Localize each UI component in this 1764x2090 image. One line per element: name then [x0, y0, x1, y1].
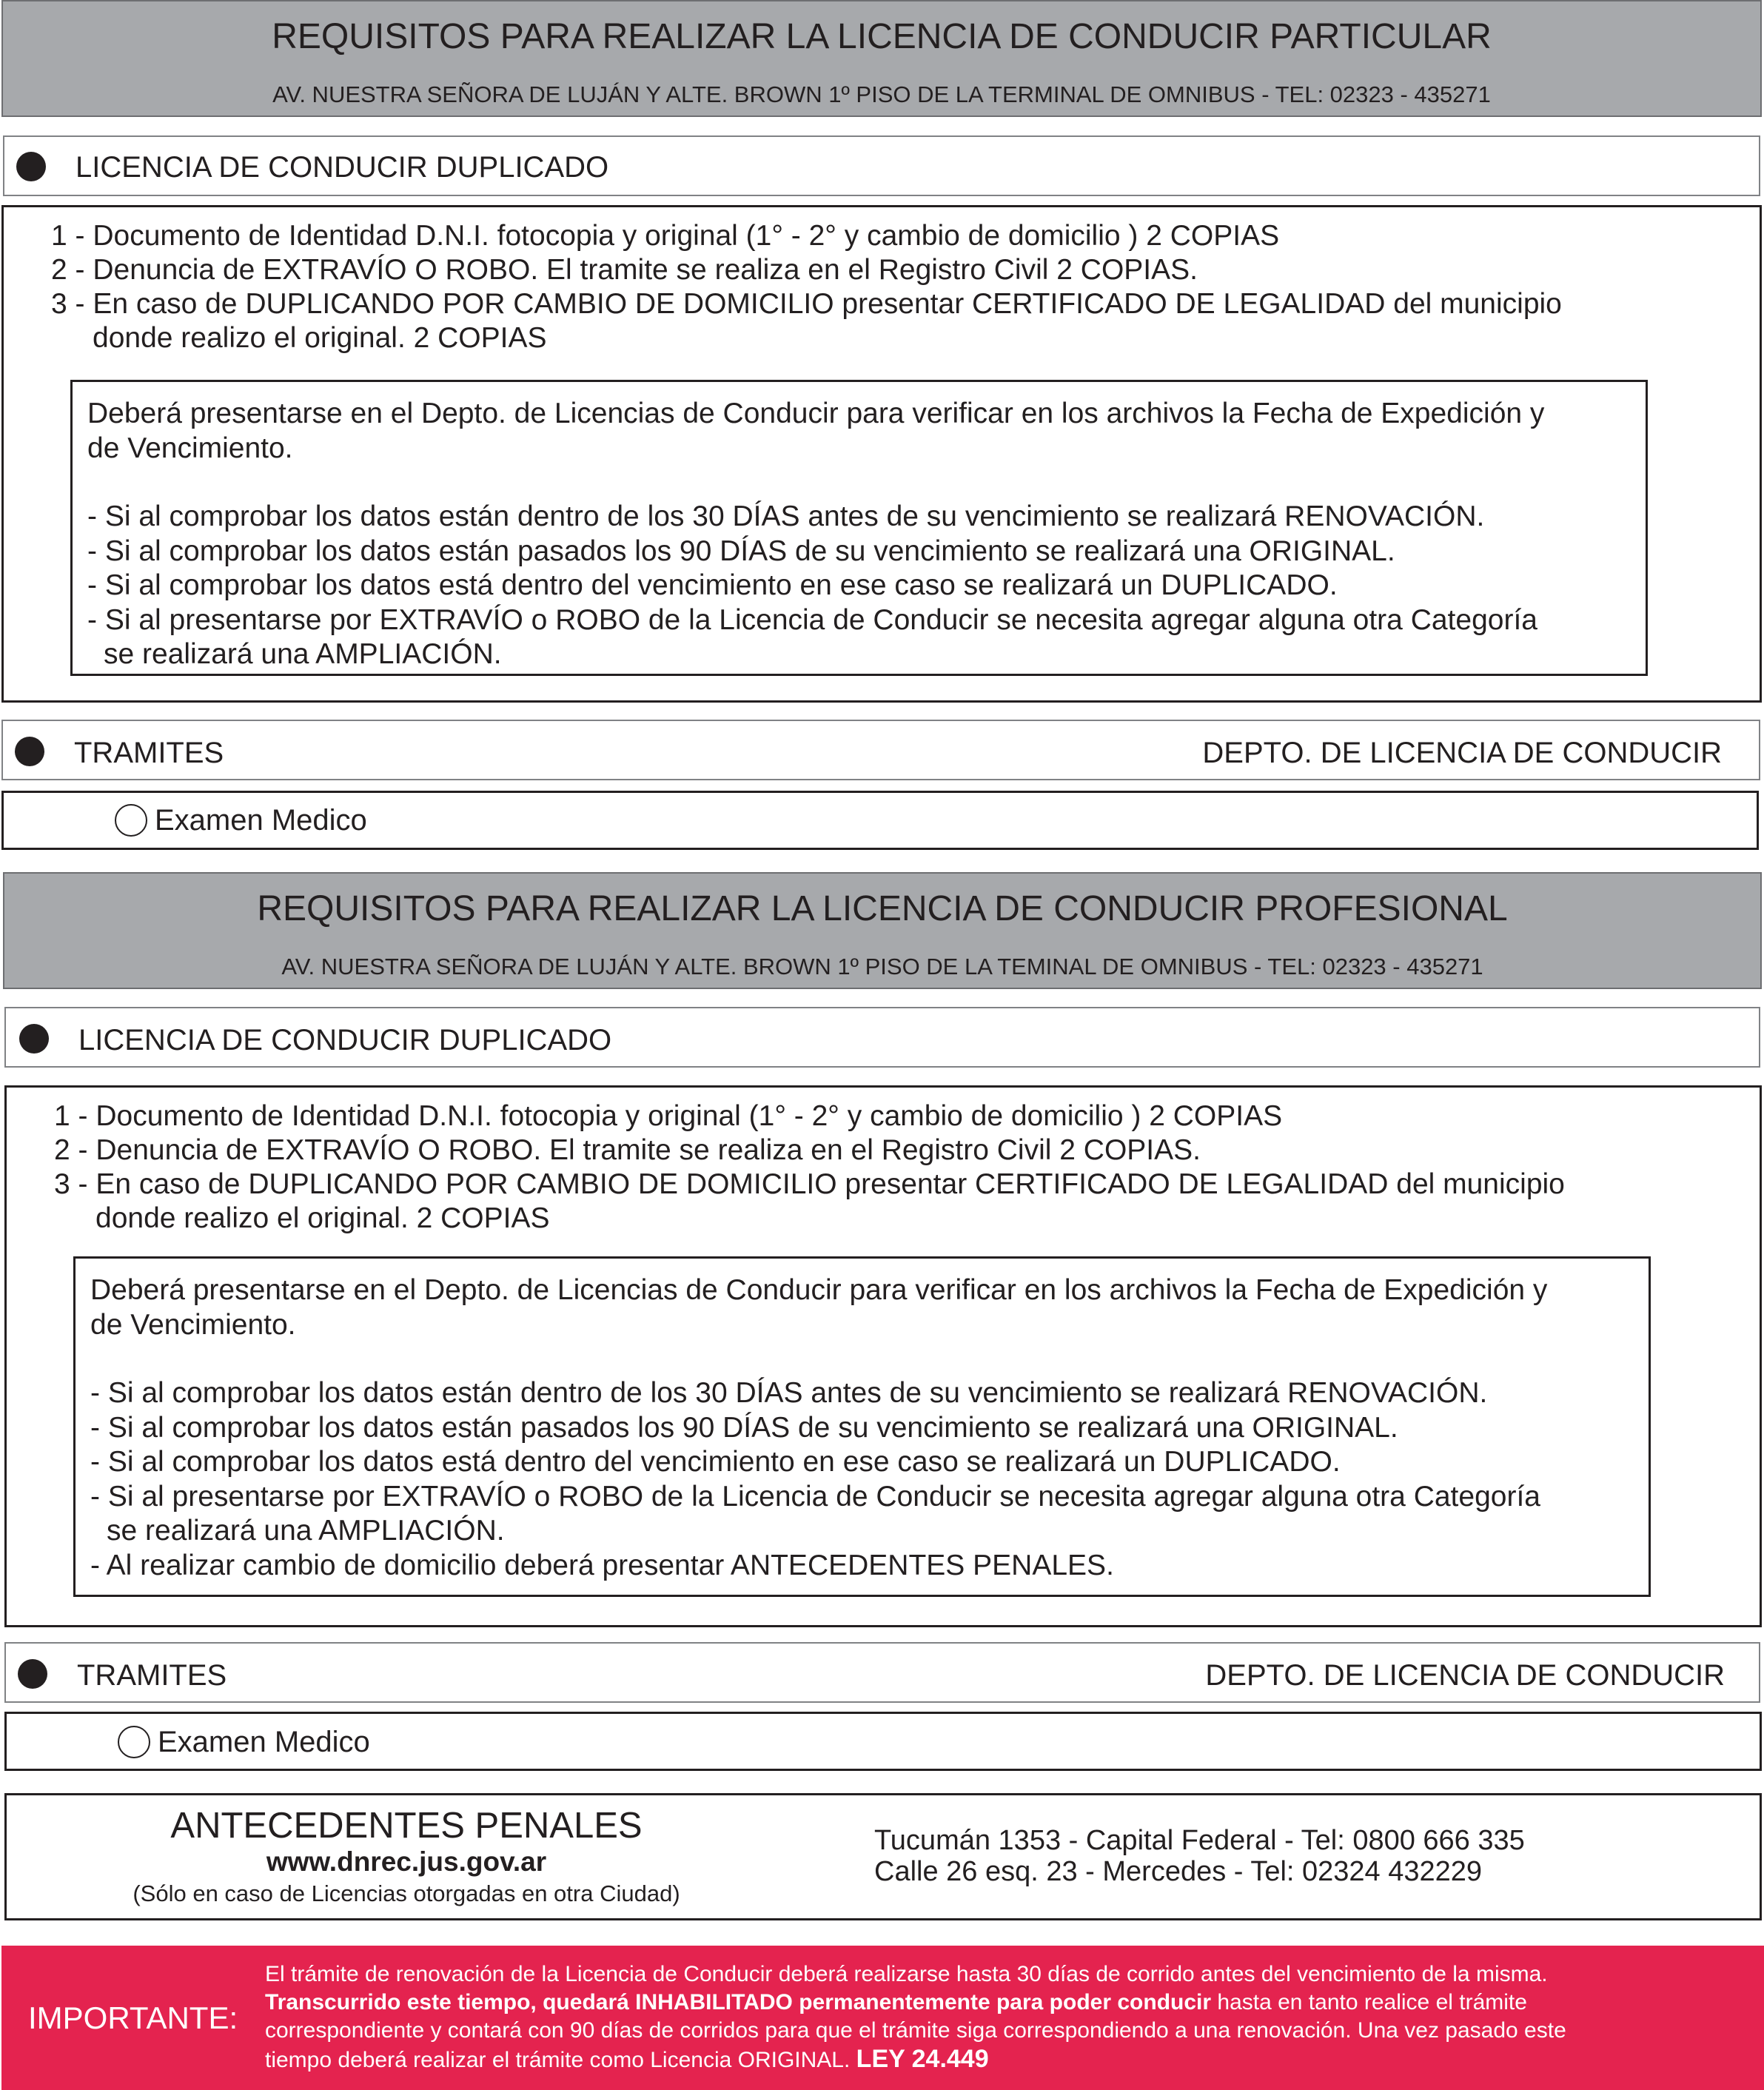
- bullet-icon: [15, 737, 44, 766]
- requirement-item: donde realizo el original. 2 COPIAS: [95, 1202, 550, 1234]
- address-particular: AV. NUESTRA SEÑORA DE LUJÁN Y ALTE. BROWN 1º PISO DE LA TERMINAL DE OMNIBUS - TEL: 02323 - 435271: [272, 81, 1491, 107]
- notice-line: - Si al presentarse por EXTRAVÍO o ROBO de la Licencia de Conducir se necesita agregar alguna otra Categoría: [87, 603, 1537, 636]
- page-title-particular: REQUISITOS PARA REALIZAR LA LICENCIA DE CONDUCIR PARTICULAR: [272, 17, 1492, 56]
- important-text: [265, 1960, 1566, 2074]
- important-rest: hasta en tanto realice el trámite: [1211, 1990, 1527, 2014]
- notice-line: - Si al presentarse por EXTRAVÍO o ROBO de la Licencia de Conducir se necesita agregar alguna otra Categoría: [90, 1480, 1540, 1513]
- notice-line: se realizará una AMPLIACIÓN.: [107, 1515, 505, 1547]
- antecedentes-note: (Sólo en caso de Licencias otorgadas en otra Ciudad): [133, 1880, 680, 1906]
- notice-line: - Si al comprobar los datos están dentro de los 30 DÍAS antes de su vencimiento se realizará RENOVACIÓN.: [90, 1377, 1488, 1409]
- requirements-list: [51, 219, 1562, 355]
- tramites-bar-profesional: [4, 1642, 1760, 1703]
- important-banner: [1, 1946, 1764, 2090]
- exam-label: Examen Medico: [158, 1726, 370, 1758]
- tramites-bar-particular: [1, 720, 1760, 780]
- section-label: LICENCIA DE CONDUCIR DUPLICADO: [76, 151, 609, 184]
- tramites-label: TRAMITES: [74, 737, 224, 769]
- page-title-profesional: REQUISITOS PARA REALIZAR LA LICENCIA DE CONDUCIR PROFESIONAL: [257, 889, 1508, 928]
- exam-bar-particular: [1, 791, 1759, 850]
- header-particular: [1, 0, 1762, 117]
- important-line: [265, 1989, 1566, 2017]
- requirement-item: 2 - Denuncia de EXTRAVÍO O ROBO. El tramite se realiza en el Registro Civil 2 COPIAS.: [54, 1134, 1201, 1166]
- bullet-icon: [18, 1659, 47, 1689]
- tramites-label: TRAMITES: [77, 1659, 227, 1692]
- exam-bar-profesional: [4, 1712, 1762, 1771]
- important-line: El trámite de renovación de la Licencia de Conducir deberá realizarse hasta 30 días de corrido antes del vencimiento de la misma.: [265, 1962, 1548, 1986]
- notice-spacer: [87, 466, 1646, 500]
- tramites-dept: DEPTO. DE LICENCIA DE CONDUCIR: [1202, 737, 1722, 769]
- important-line-text: tiempo deberá realizar el trámite como Licencia ORIGINAL.: [265, 2048, 856, 2072]
- notice-line: - Si al comprobar los datos están pasados los 90 DÍAS de su vencimiento se realizará una ORIGINAL.: [90, 1411, 1398, 1444]
- checkbox-circle-icon[interactable]: [118, 1726, 150, 1758]
- address-line: Tucumán 1353 - Capital Federal - Tel: 0800 666 335: [874, 1825, 1525, 1856]
- requirement-item: 3 - En caso de DUPLICANDO POR CAMBIO DE DOMICILIO presentar CERTIFICADO DE LEGALIDAD del municipio: [51, 288, 1562, 320]
- tramites-dept: DEPTO. DE LICENCIA DE CONDUCIR: [1205, 1659, 1725, 1692]
- address-line: Calle 26 esq. 23 - Mercedes - Tel: 02324 432229: [874, 1856, 1483, 1887]
- important-bold: Transcurrido este tiempo, quedará INHABILITADO permanentemente para poder conducir: [265, 1990, 1212, 2014]
- section-bar-duplicado-particular: [3, 135, 1760, 196]
- important-label: IMPORTANTE:: [28, 2000, 238, 2035]
- requirements-box-profesional: [4, 1085, 1762, 1627]
- antecedentes-url[interactable]: www.dnrec.jus.gov.ar: [266, 1846, 547, 1877]
- antecedentes-left: [36, 1806, 777, 1909]
- header-profesional: [3, 872, 1762, 989]
- antecedentes-title: ANTECEDENTES PENALES: [170, 1806, 643, 1846]
- important-line: correspondiente y contará con 90 días de corridos para que el trámite siga correspondiendo a una renovación. Una vez pasado este: [265, 2018, 1566, 2043]
- notice-line: - Al realizar cambio de domicilio deberá presentar ANTECEDENTES PENALES.: [90, 1549, 1114, 1581]
- antecedentes-box: [4, 1793, 1762, 1920]
- notice-line: de Vencimiento.: [90, 1308, 296, 1341]
- notice-line: - Si al comprobar los datos están pasados los 90 DÍAS de su vencimiento se realizará una ORIGINAL.: [87, 535, 1395, 567]
- notice-line: - Si al comprobar los datos está dentro del vencimiento en ese caso se realizará un DUPLICADO.: [90, 1446, 1341, 1478]
- requirement-item: 1 - Documento de Identidad D.N.I. fotocopia y original (1° - 2° y cambio de domicilio ) 2 COPIAS: [51, 220, 1280, 252]
- notice-line: se realizará una AMPLIACIÓN.: [104, 638, 502, 670]
- notice-line: - Si al comprobar los datos están dentro de los 30 DÍAS antes de su vencimiento se realizará RENOVACIÓN.: [87, 500, 1485, 532]
- notice-spacer: [90, 1342, 1649, 1376]
- requirement-item: 3 - En caso de DUPLICANDO POR CAMBIO DE DOMICILIO presentar CERTIFICADO DE LEGALIDAD del municipio: [54, 1168, 1565, 1200]
- section-bar-duplicado-profesional: [4, 1007, 1760, 1068]
- antecedentes-addresses: [874, 1825, 1525, 1887]
- notice-line: - Si al comprobar los datos está dentro del vencimiento en ese caso se realizará un DUPLICADO.: [87, 569, 1338, 601]
- exam-label: Examen Medico: [155, 804, 367, 837]
- requirements-box-particular: [1, 205, 1762, 703]
- bullet-icon: [16, 152, 46, 181]
- checkbox-circle-icon[interactable]: [115, 804, 147, 837]
- notice-box: [73, 1256, 1651, 1597]
- bullet-icon: [19, 1024, 49, 1054]
- law-reference: LEY 24.449: [856, 2045, 989, 2073]
- notice-box: [70, 380, 1648, 676]
- notice-line: Deberá presentarse en el Depto. de Licencias de Conducir para verificar en los archivos la Fecha de Expedición y: [90, 1274, 1548, 1306]
- requirement-item: 1 - Documento de Identidad D.N.I. fotocopia y original (1° - 2° y cambio de domicilio ) 2 COPIAS: [54, 1100, 1283, 1132]
- important-line: [265, 2045, 1566, 2074]
- requirement-item: donde realizo el original. 2 COPIAS: [93, 322, 547, 354]
- requirement-item: 2 - Denuncia de EXTRAVÍO O ROBO. El tramite se realiza en el Registro Civil 2 COPIAS.: [51, 254, 1198, 286]
- notice-line: de Vencimiento.: [87, 432, 293, 464]
- address-profesional: AV. NUESTRA SEÑORA DE LUJÁN Y ALTE. BROWN 1º PISO DE LA TEMINAL DE OMNIBUS - TEL: 02323 - 435271: [281, 954, 1483, 979]
- requirements-list: [54, 1099, 1565, 1236]
- section-label: LICENCIA DE CONDUCIR DUPLICADO: [78, 1024, 612, 1056]
- notice-line: Deberá presentarse en el Depto. de Licencias de Conducir para verificar en los archivos la Fecha de Expedición y: [87, 398, 1545, 429]
